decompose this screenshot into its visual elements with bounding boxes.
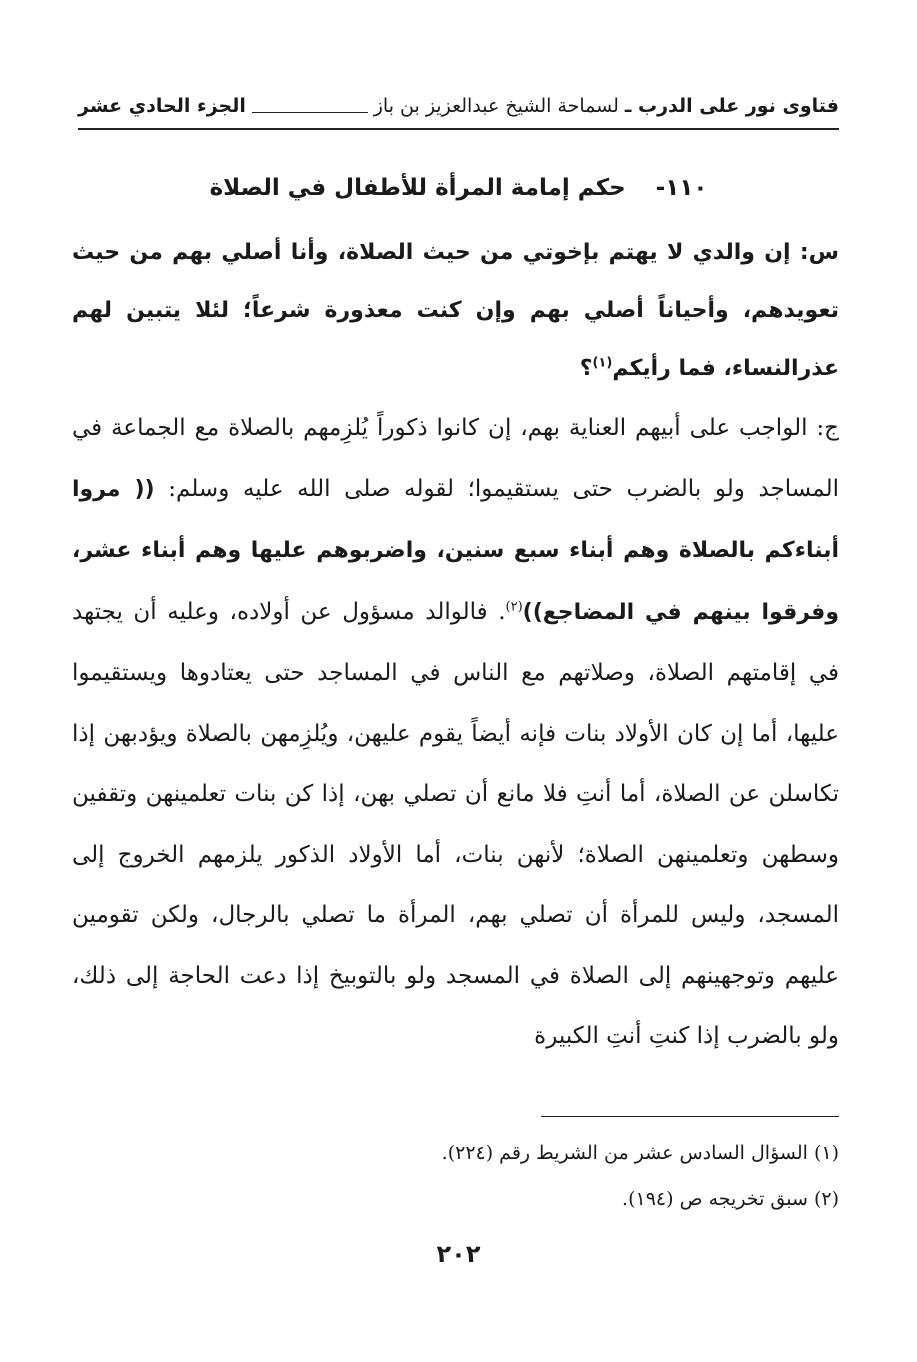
footnote-2: (٢) سبق تخريجه ص (١٩٤). <box>622 1188 839 1210</box>
answer-body: . فالوالد مسؤول عن أولاده، وعليه أن يجتهد في إقامتهم الصلاة، وصلاتهم مع الناس في المساجد حتى يعتادوها ويستقيموا عليها، أما إن كان الأولاد بنات فإنه أيضاً يقوم عليهن، ويُلزِمهن بالصلاة ويؤدبهن إذا تكاسلن عن الصلاة، أما أنتِ فلا مانع أن تصلي بهن، إذا كن بنات تعلمينهن وتقفين وسطهن وتعلمينهن الصلاة؛ لأنهن بنات، أما الأولاد الذكور يلزمهم الخروج إلى المسجد، وليس للمرأة أن تصلي بهم، المرأة ما تصلي بالرجال، ولكن تقومين عليهم وتوجهينهم إلى الصلاة في المسجد ولو بالتوبيخ إذا دعت الحاجة إلى ذلك، ولو بالضرب إذا كنتِ أنتِ الكبيرة <box>72 598 839 1049</box>
header-underline <box>78 128 839 130</box>
header-rule <box>252 112 368 113</box>
footnote-1: (١) السؤال السادس عشر من الشريط رقم (٢٢٤). <box>441 1142 839 1164</box>
footnote-separator <box>541 1116 839 1117</box>
footnote-ref-2: (٢) <box>505 598 523 614</box>
footnote-ref-1: (١) <box>592 355 613 371</box>
header-book-title: فتاوى نور على الدرب ـ <box>624 95 839 117</box>
answer-intro: ج: الواجب على أبيهم العناية بهم، إن كانوا ذكوراً يُلزِمهم بالصلاة مع الجماعة في المساجد ولو بالضرب حتى يستقيموا؛ لقوله صلى الله عليه وسلم: <box>72 415 839 502</box>
section-heading <box>78 168 839 208</box>
question-paragraph <box>72 224 839 398</box>
answer-paragraph <box>72 398 839 1067</box>
question-text: س: إن والدي لا يهتم بإخوتي من حيث الصلاة، وأنا أصلي بهم من حيث تعويدهم، وأحياناً أصلي بهم وإن كنت معذورة شرعاً؛ لئلا يتبين لهم عذرالنساء، فما رأيكم <box>72 240 839 381</box>
hadith-quote: (( مروا أبناءكم بالصلاة وهم أبناء سبع سنين، واضربوهم عليها وهم أبناء عشر، وفرقوا بينهم في المضاجع)) <box>72 476 840 625</box>
header-author: لسماحة الشيخ عبدالعزيز بن باز <box>373 95 619 117</box>
running-header <box>78 86 839 126</box>
header-volume: الجزء الحادي عشر <box>78 95 246 117</box>
question-end: ؟ <box>579 356 593 381</box>
page-number: ٢٠٢ <box>436 1240 481 1268</box>
section-number: ١١٠- <box>655 175 708 201</box>
section-title: حكم إمامة المرأة للأطفال في الصلاة <box>209 175 626 201</box>
